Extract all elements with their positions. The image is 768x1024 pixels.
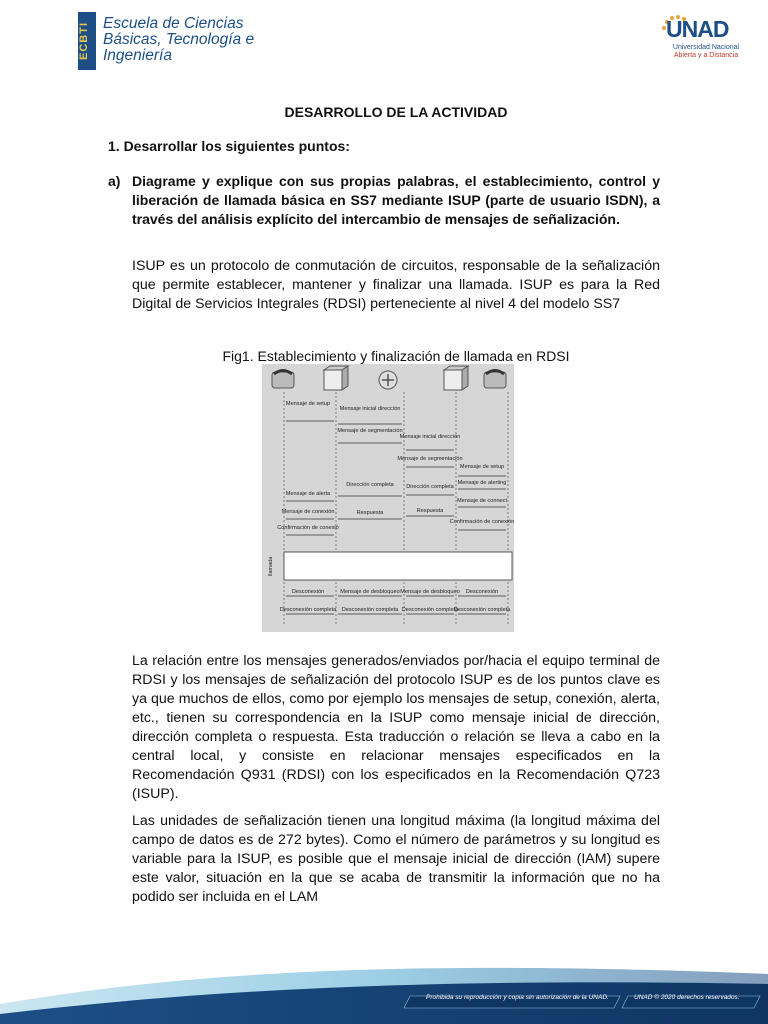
logo-sub-line-1: Universidad Nacional [672, 44, 740, 51]
label-rel-col1-desconexion: Desconexión [291, 589, 325, 595]
label-col3-segmentacion: Mensaje de segmentación [397, 456, 463, 462]
label-col1-confirmacion: Confirmación de conexió [277, 525, 339, 531]
list-item-1: 1. Desarrollar los siguientes puntos: [108, 138, 350, 154]
list-item-a [108, 172, 660, 229]
school-name-line-2: Básicas, Tecnología e [103, 31, 255, 48]
call-band-label: llamada [268, 556, 274, 576]
label-col3-respuesta: Respuesta [416, 508, 444, 514]
page-title: DESARROLLO DE LA ACTIVIDAD [284, 104, 508, 120]
label-col3-mensaje-inicial: Mensaje inicial dirección [399, 434, 461, 440]
label-col2-direccion: Dirección completa [346, 482, 394, 488]
logo-word: UNAD [666, 16, 729, 42]
ecbti-label: ECBTI [78, 22, 90, 60]
call-band [284, 552, 512, 580]
figure-caption: Fig1. Establecimiento y finalización de llamada en RDSI [222, 348, 570, 364]
page-footer [0, 960, 768, 1024]
call-flow-figure [262, 364, 514, 632]
label-col2-mensaje-inicial: Mensaje inicial dirección [339, 406, 401, 412]
label-col1-alerta: Mensaje de alerta [285, 491, 331, 497]
footer-wave [0, 960, 768, 1024]
phone-left-icon [272, 371, 294, 389]
label-col2-respuesta: Respuesta [356, 510, 384, 516]
label-col4-confirmacion: Confirmación de conexión [449, 519, 514, 525]
switch-right-icon [444, 366, 468, 390]
footer-notice: Prohibida su reproducción y copia sin autorización de la UNAD. [426, 994, 609, 1001]
list-item-a-label: a) [108, 173, 121, 189]
page-header [0, 0, 768, 80]
label-col4-connect: Mensaje de connect [456, 498, 508, 504]
label-rel-col2-completa: Desconexión completa [341, 607, 399, 613]
label-col2-segmentacion: Mensaje de segmentación [337, 428, 403, 434]
label-rel-col1-completa: Desconexión completa [279, 607, 337, 613]
logo-subtitle [660, 44, 752, 60]
label-rel-col2-desbloqueo: Mensaje de desbloqueo [340, 589, 400, 595]
label-rel-col3-completa: Desconexión completa [401, 607, 459, 613]
unad-logo [650, 12, 750, 66]
school-name [103, 16, 303, 64]
label-col3-direccion: Dirección completa [406, 484, 454, 490]
router-center-icon [379, 371, 397, 389]
label-rel-col3-desbloqueo: Mensaje de desbloqueo [400, 589, 460, 595]
label-rel-col4-completa: Desconexión completa [453, 607, 511, 613]
list-item-a-text: Diagrame y explique con sus propias palabras, el establecimiento, control y liberación de llamada básica en SS7 mediante ISUP (parte de usuario ISDN), a través del análisis explícito del intercambio de mensajes de señalización. [132, 173, 660, 227]
label-rel-col4-desconexion: Desconexión [465, 589, 499, 595]
paragraph-3: Las unidades de señalización tienen una longitud máxima (la longitud máxima del campo de datos es de 272 bytes). Como el número de parámetros y su longitud es variable para la ISUP, es posible que el mensaje inicial de dirección (IAM) supere este valor, situación en la que se acaba de transmitir la información que no ha podido ser incluida en el LAM [132, 813, 660, 905]
paragraph-2: La relación entre los mensajes generados/enviados por/hacia el equipo terminal de RDSI y los mensajes de señalización del protocolo ISUP es de los puntos clave es ya que muchos de ellos, como por ejemplo los mensajes de setup, conexión, alerta, etc., tienen su correspondencia en la ISUP como mensaje inicial de dirección, dirección completa o respuesta. Esta traducción o relación se lleva a cabo en la central local, y consiste en relacionar mensajes especificados en la Recomendación Q931 (RDSI) con los especificados en la Recomendación Q723 (ISUP). [132, 653, 660, 802]
phone-right-icon [484, 371, 506, 389]
school-name-line-3: Ingeniería [103, 47, 172, 64]
switch-left-icon [324, 366, 348, 390]
message-arrows [286, 421, 506, 614]
logo-sub-line-2: Abierta y a Distancia [673, 52, 739, 59]
label-col4-alerting: Mensaje de alerting [457, 480, 507, 486]
school-name-line-1: Escuela de Ciencias [103, 15, 244, 32]
call-flow-diagram [262, 364, 514, 632]
paragraph-1: ISUP es un protocolo de conmutación de circuitos, responsable de la señalización que permite establecer, mantener y finalizar una llamada. ISUP es para la Red Digital de Servicios Integrales (RDSI) perteneciente al nivel 4 del modelo SS7 [132, 258, 660, 312]
label-col4-setup: Mensaje de setup [459, 464, 505, 470]
label-col1-setup-1: Mensaje de setup [285, 401, 331, 407]
label-col1-conexion: Mensaje de conexión [281, 509, 335, 515]
footer-copyright: UNAD © 2020 derechos reservados. [634, 994, 740, 1001]
